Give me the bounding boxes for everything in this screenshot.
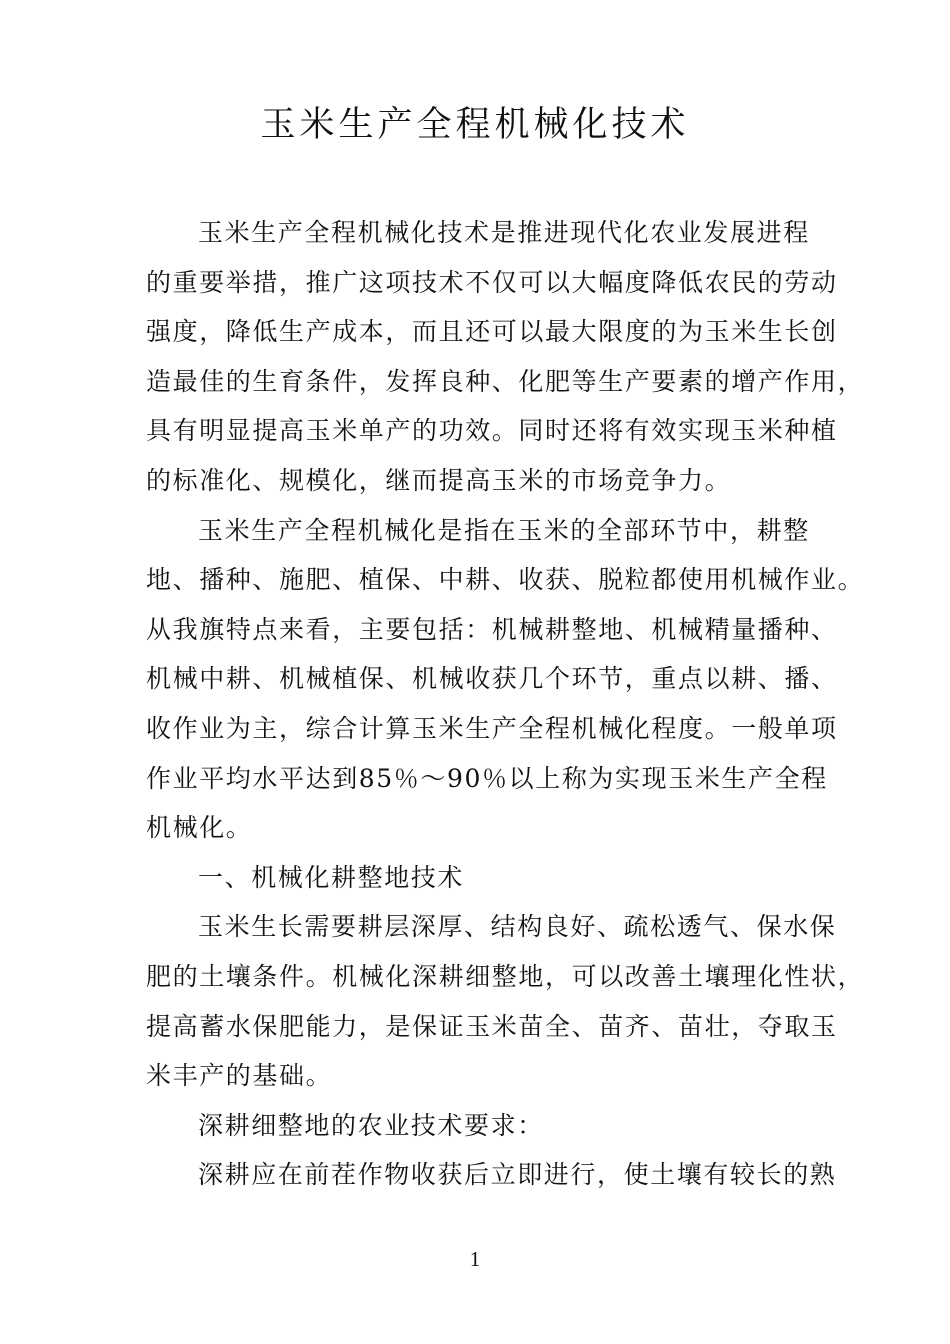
text-line: 作业平均水平达到85％～90％以上称为实现玉米生产全程 <box>146 763 828 793</box>
text-line: 从我旗特点来看，主要包括：机械耕整地、机械精量播种、 <box>146 614 838 644</box>
text-line: 深耕细整地的农业技术要求： <box>198 1110 544 1140</box>
text-line: 的重要举措，推广这项技术不仅可以大幅度降低农民的劳动 <box>146 267 838 297</box>
text-line: 具有明显提高玉米单产的功效。同时还将有效实现玉米种植 <box>146 416 838 446</box>
text-line: 机械中耕、机械植保、机械收获几个环节，重点以耕、播、 <box>146 664 838 694</box>
text-line: 收作业为主，综合计算玉米生产全程机械化程度。一般单项 <box>146 713 838 743</box>
text-line: 提高蓄水保肥能力，是保证玉米苗全、苗齐、苗壮，夺取玉 <box>146 1011 838 1041</box>
text-line: 强度，降低生产成本，而且还可以最大限度的为玉米生长创 <box>146 317 838 347</box>
text-line: 造最佳的生育条件，发挥良种、化肥等生产要素的增产作用， <box>146 366 865 396</box>
text-line: 深耕应在前茬作物收获后立即进行，使土壤有较长的熟 <box>198 1160 837 1190</box>
text-line: 米丰产的基础。 <box>146 1061 333 1091</box>
section-heading: 一、机械化耕整地技术 <box>198 862 465 892</box>
page-number: 1 <box>469 1247 481 1271</box>
text-line: 玉米生产全程机械化技术是推进现代化农业发展进程 <box>198 218 810 247</box>
text-line: 的标准化、规模化，继而提高玉米的市场竞争力。 <box>146 465 732 495</box>
text-line: 机械化。 <box>146 813 253 843</box>
text-line: 玉米生产全程机械化是指在玉米的全部环节中，耕整 <box>198 515 810 545</box>
document-title: 玉米生产全程机械化技术 <box>260 105 690 145</box>
text-line: 地、播种、施肥、植保、中耕、收获、脱粒都使用机械作业。 <box>146 565 865 595</box>
document-body <box>146 208 865 1200</box>
text-line: 玉米生长需要耕层深厚、结构良好、疏松透气、保水保 <box>198 912 837 942</box>
text-line: 肥的土壤条件。机械化深耕细整地，可以改善土壤理化性状， <box>146 961 865 991</box>
